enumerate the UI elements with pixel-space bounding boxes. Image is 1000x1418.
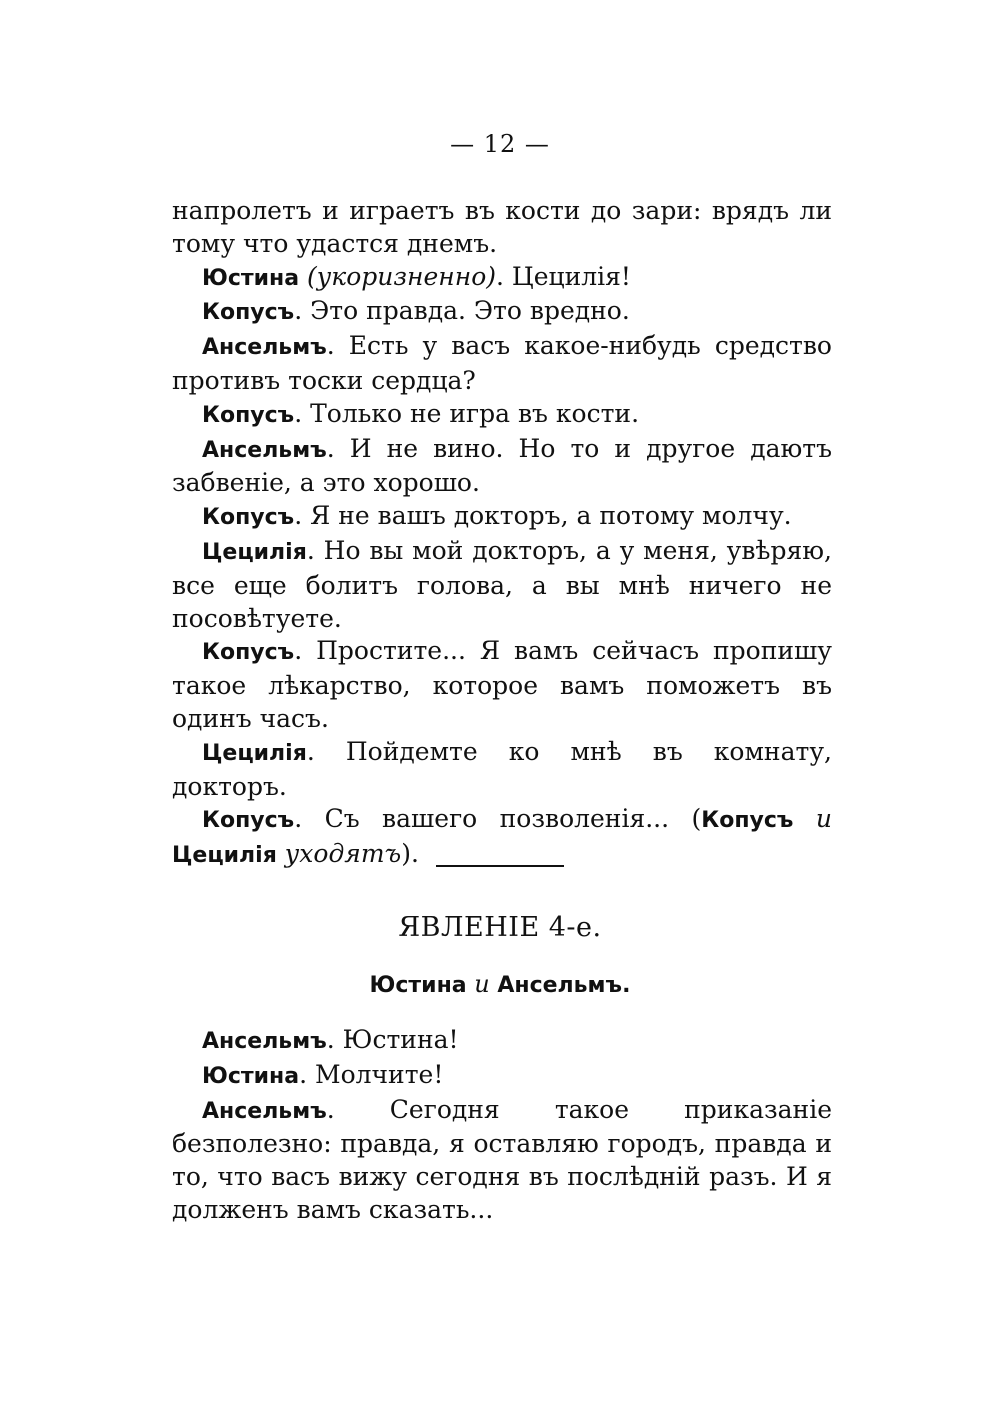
speaker-name: Копусъ — [202, 300, 295, 326]
dialogue-line — [172, 535, 832, 635]
speaker-name: Ансельмъ — [202, 335, 327, 361]
punctuation: . — [622, 973, 631, 998]
speaker-name: Ансельмъ — [202, 1029, 327, 1054]
dialogue-block-2 — [172, 1024, 832, 1227]
spacer — [299, 262, 307, 291]
speaker-name: Юстина — [202, 265, 300, 291]
line-text: . Пойдемте ко мнѣ въ комнату, докторъ. — [172, 736, 832, 801]
line-text: . Сегодня такое приказаніе безполезно: правда, я оставляю городъ, правда и то, что васъ вижу сегодня въ послѣдній разъ. И я долженъ вамъ сказать... — [172, 1094, 832, 1224]
speaker-name: Цецилія — [202, 740, 307, 766]
dialogue-line — [172, 736, 832, 804]
dialogue-line — [172, 295, 832, 330]
speaker-name: Копусъ — [202, 808, 295, 834]
dialogue-line — [172, 398, 832, 433]
scene-heading: ЯВЛЕНІЕ 4-е. — [398, 912, 602, 943]
dialogue-line — [172, 1024, 832, 1059]
dialogue-line — [172, 500, 832, 535]
speaker-name: Ансельмъ — [202, 437, 327, 463]
dialogue-block — [172, 195, 832, 873]
line-text: . Но вы мой докторъ, а у меня, увѣряю, все еще болитъ голова, а вы мнѣ ничего не посовѣтуете. — [172, 535, 832, 633]
scene-characters — [0, 970, 1000, 998]
line-text: ). — [401, 839, 419, 869]
line-text: . Это правда. Это вредно. — [294, 296, 630, 326]
conjunction: и — [466, 970, 498, 998]
line-text: . Есть у васъ какое-нибудь средство противъ тоски сердца? — [172, 331, 832, 395]
dialogue-line — [172, 330, 832, 398]
stage-speaker: Цецилія — [172, 843, 277, 869]
line-text: . И не вино. Но то и другое даютъ забвеніе, а это хорошо. — [172, 433, 832, 498]
line-text: . Цецилія! — [496, 261, 631, 291]
dialogue-line — [172, 1059, 832, 1094]
dialogue-line — [172, 803, 832, 873]
speaker-name: Копусъ — [202, 505, 295, 531]
dialogue-line — [172, 1094, 832, 1227]
character-name: Юстина — [369, 973, 467, 998]
dialogue-line — [172, 261, 832, 296]
section-divider — [436, 865, 564, 867]
continuation-paragraph — [172, 195, 832, 261]
speaker-name: Цецилія — [202, 539, 307, 565]
dialogue-line — [172, 433, 832, 501]
stage-direction: (укоризненно) — [307, 261, 497, 291]
speaker-name: Юстина — [202, 1063, 300, 1089]
stage-direction: и — [793, 804, 832, 834]
dialogue-line — [172, 635, 832, 735]
speaker-name: Ансельмъ — [202, 1098, 327, 1124]
speaker-name: Копусъ — [202, 640, 295, 666]
page-number: — 12 — — [450, 130, 550, 158]
line-text: напролетъ и играетъ въ кости до зари: врядъ ли тому что удастся днемъ. — [172, 196, 832, 258]
line-text: . Юстина! — [326, 1025, 459, 1054]
line-text: . Съ вашего позволенія... ( — [294, 804, 702, 834]
stage-direction: уходятъ — [276, 839, 402, 869]
character-name: Ансельмъ — [497, 973, 623, 998]
speaker-name: Копусъ — [202, 402, 295, 428]
line-text: . Простите... Я вамъ сейчасъ пропишу такое лѣкарство, которое вамъ поможетъ въ одинъ часъ. — [172, 636, 832, 733]
line-text: . Только не игра въ кости. — [294, 398, 640, 428]
line-text: . Я не вашъ докторъ, а потому молчу. — [294, 501, 792, 531]
stage-speaker: Копусъ — [701, 808, 794, 834]
line-text: . Молчите! — [299, 1059, 444, 1089]
